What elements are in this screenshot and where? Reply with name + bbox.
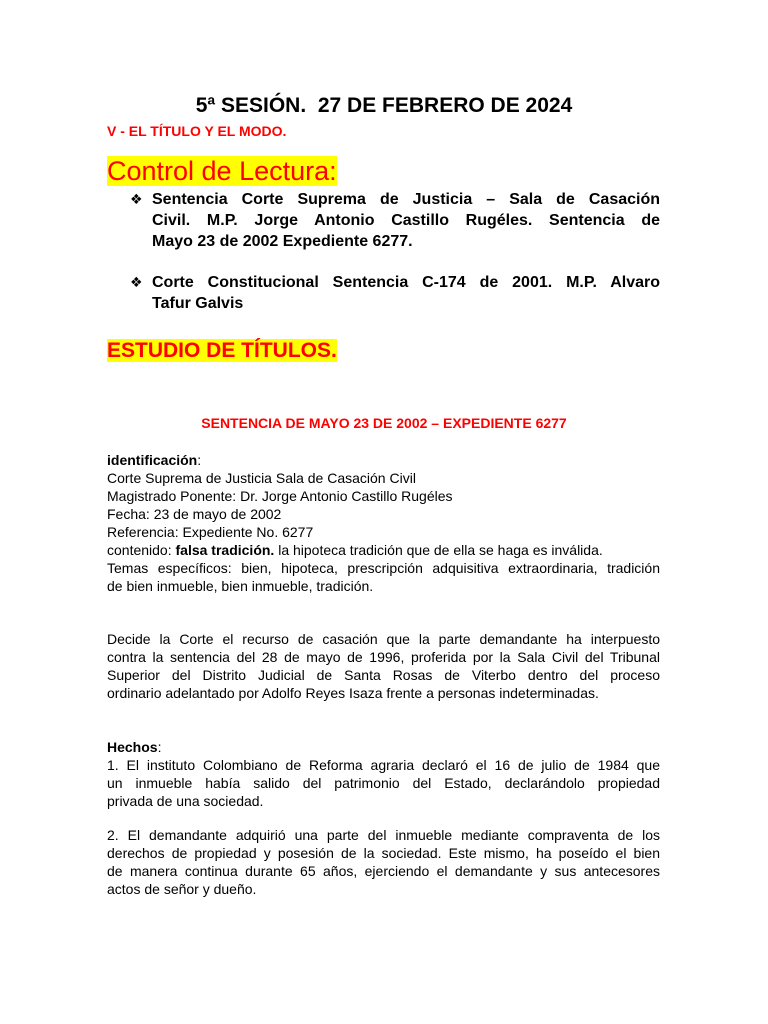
decision-line: ordinario adelantado por Adolfo Reyes Isaza frente a personas indeterminadas. bbox=[107, 685, 599, 701]
identification-label: identificación bbox=[107, 452, 198, 468]
decision-paragraph bbox=[107, 630, 660, 702]
identification-content bbox=[107, 541, 660, 559]
fact-1-line: privada de una sociedad. bbox=[107, 793, 264, 809]
content-bold: falsa tradición. bbox=[175, 542, 275, 558]
identification-label-suffix: : bbox=[197, 452, 202, 468]
reading-item-2-line: Corte Constitucional Sentencia C-174 de 2001. M.P. Alvaro bbox=[152, 274, 660, 291]
content-prefix: contenido: bbox=[107, 542, 176, 558]
identification-label-line bbox=[107, 451, 660, 469]
identification-topics-cont: de bien inmueble, bien inmueble, tradición. bbox=[107, 578, 374, 594]
reading-item-2-line: Tafur Galvis bbox=[152, 295, 244, 312]
reading-item-1 bbox=[130, 189, 660, 252]
decision-line: contra la sentencia del 28 de mayo de 1996, proferida por la Sala Civil del Tribunal bbox=[107, 649, 660, 665]
fact-2-line: 2. El demandante adquirió una parte del inmueble mediante compraventa de los bbox=[107, 827, 660, 843]
facts-block bbox=[107, 738, 660, 810]
reading-item-1-line: Mayo 23 de 2002 Expediente 6277. bbox=[152, 233, 413, 250]
diamond-bullet-icon: ❖ bbox=[130, 274, 143, 290]
diamond-bullet-icon: ❖ bbox=[130, 191, 143, 207]
facts-label-suffix: : bbox=[157, 739, 162, 755]
identification-topics: Temas específicos: bien, hipoteca, prescripción adquisitiva extraordinaria, tradición bbox=[107, 560, 660, 576]
fact-1-line: 1. El instituto Colombiano de Reforma agraria declaró el 16 de julio de 1984 que bbox=[107, 757, 660, 773]
identification-magistrate: Magistrado Ponente: Dr. Jorge Antonio Castillo Rugéles bbox=[107, 488, 453, 504]
fact-2-line: actos de señor y dueño. bbox=[107, 881, 257, 897]
reading-item-2 bbox=[130, 272, 660, 314]
decision-line: Superior del Distrito Judicial de Santa Rosas de Viterbo dentro del proceso bbox=[107, 667, 660, 683]
case-title: SENTENCIA DE MAYO 23 DE 2002 – EXPEDIENTE 6277 bbox=[201, 415, 567, 431]
study-heading bbox=[107, 337, 337, 365]
session-title: 5ª SESIÓN. 27 DE FEBRERO DE 2024 bbox=[195, 94, 573, 117]
study-heading-text: ESTUDIO DE TÍTULOS. bbox=[107, 339, 337, 362]
reading-control-heading bbox=[107, 155, 337, 187]
section-label: V - EL TÍTULO Y EL MODO. bbox=[107, 123, 287, 139]
fact-2-line: derechos de propiedad y posesión de la sociedad. Este mismo, ha poseído el bien bbox=[107, 845, 660, 861]
identification-reference: Referencia: Expediente No. 6277 bbox=[107, 524, 314, 540]
reading-item-1-line: Sentencia Corte Suprema de Justicia – Sala de Casación bbox=[152, 191, 660, 208]
reading-item-1-line: Civil. M.P. Jorge Antonio Castillo Rugéles. Sentencia de bbox=[152, 212, 660, 229]
identification-date: Fecha: 23 de mayo de 2002 bbox=[107, 506, 282, 522]
identification-court: Corte Suprema de Justicia Sala de Casación Civil bbox=[107, 470, 416, 486]
fact-2-line: de manera continua durante 65 años, ejerciendo el demandante y sus antecesores bbox=[107, 863, 660, 879]
facts-label: Hechos bbox=[107, 739, 158, 755]
facts-label-line bbox=[107, 738, 660, 756]
reading-control-heading-text: Control de Lectura: bbox=[107, 156, 337, 186]
fact-2-paragraph bbox=[107, 826, 660, 898]
decision-line: Decide la Corte el recurso de casación que la parte demandante ha interpuesto bbox=[107, 631, 660, 647]
identification-block bbox=[107, 451, 660, 595]
content-rest: la hipoteca tradición que de ella se haga es inválida. bbox=[274, 542, 603, 558]
fact-1-line: un inmueble había salido del patrimonio del Estado, declarándolo propiedad bbox=[107, 775, 660, 791]
